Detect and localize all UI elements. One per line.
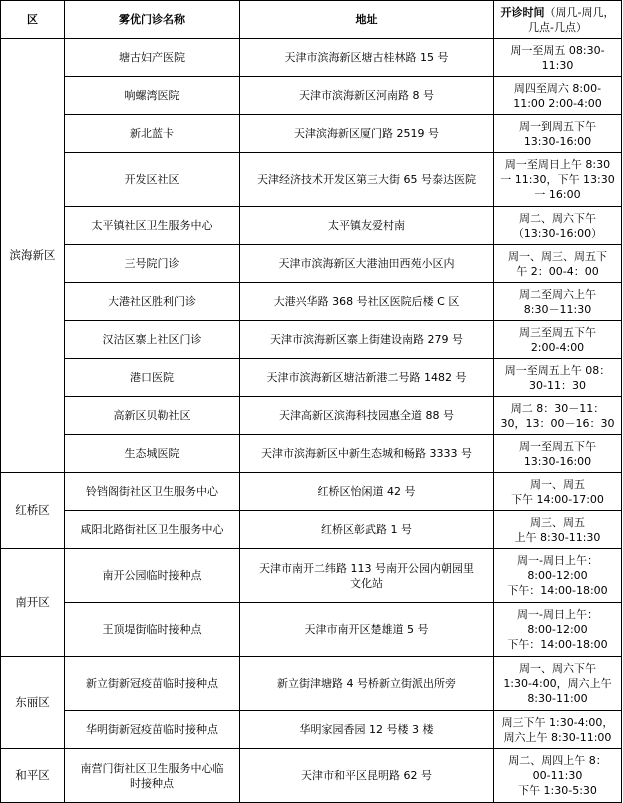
hours-cell: 周二、周四上午 8： 00-11:30 下午 1:30-5:30	[494, 749, 622, 803]
address-cell: 大港兴华路 368 号社区医院后楼 C 区	[240, 283, 494, 321]
hours-cell: 周二至周六上午 8:30－11:30	[494, 283, 622, 321]
table-row	[1, 603, 622, 657]
table-row	[1, 397, 622, 435]
address-cell: 红桥区怡闲道 42 号	[240, 473, 494, 511]
address-cell: 红桥区彰武路 1 号	[240, 511, 494, 549]
district-cell: 红桥区	[1, 473, 65, 549]
clinic-name-cell: 汉沽区寨上社区门诊	[65, 321, 240, 359]
table-row	[1, 549, 622, 603]
clinic-name-cell: 三号院门诊	[65, 245, 240, 283]
clinic-name-cell: 新北蓝卡	[65, 115, 240, 153]
address-cell: 天津市滨海新区大港油田西苑小区内	[240, 245, 494, 283]
address-cell: 天津高新区滨海科技园惠全道 88 号	[240, 397, 494, 435]
clinic-name-cell: 高新区贝勒社区	[65, 397, 240, 435]
table-row	[1, 711, 622, 749]
address-cell: 天津市和平区昆明路 62 号	[240, 749, 494, 803]
clinic-name-cell: 港口医院	[65, 359, 240, 397]
district-cell: 南开区	[1, 549, 65, 657]
table-row	[1, 207, 622, 245]
hours-cell: 周三至周五下午 2:00-4:00	[494, 321, 622, 359]
table-row	[1, 435, 622, 473]
table-row	[1, 359, 622, 397]
table-row	[1, 473, 622, 511]
address-cell: 新立街津塘路 4 号桥新立街派出所旁	[240, 657, 494, 711]
hours-cell: 周三下午 1:30-4:00， 周六上午 8:30-11:00	[494, 711, 622, 749]
table-row	[1, 115, 622, 153]
clinic-name-cell: 生态城医院	[65, 435, 240, 473]
table-row	[1, 657, 622, 711]
hours-cell: 周一至周五 08:30- 11:30	[494, 39, 622, 77]
address-cell: 华明家园香园 12 号楼 3 楼	[240, 711, 494, 749]
district-cell: 东丽区	[1, 657, 65, 749]
hours-cell: 周一、周五 下午 14:00-17:00	[494, 473, 622, 511]
clinic-name-cell: 响螺湾医院	[65, 77, 240, 115]
hours-cell: 周二、周六下午 （13:30-16:00）	[494, 207, 622, 245]
header-district: 区	[1, 1, 65, 39]
header-address: 地址	[240, 1, 494, 39]
district-cell: 滨海新区	[1, 39, 65, 473]
header-hours	[494, 1, 622, 39]
table-row	[1, 321, 622, 359]
address-cell: 天津经济技术开发区第三大街 65 号泰达医院	[240, 153, 494, 207]
address-cell: 天津市南开二纬路 113 号南开公园内朝园里 文化站	[240, 549, 494, 603]
address-cell: 天津市滨海新区塘古桂林路 15 号	[240, 39, 494, 77]
hours-cell: 周一、周三、周五下 午 2：00-4：00	[494, 245, 622, 283]
clinic-name-cell: 铃铛阁街社区卫生服务中心	[65, 473, 240, 511]
header-clinic-name: 雾优门诊名称	[65, 1, 240, 39]
clinic-name-cell: 南营门街社区卫生服务中心临 时接种点	[65, 749, 240, 803]
hours-cell: 周一至周五下午 13:30-16:00	[494, 435, 622, 473]
hours-cell: 周一至周五上午 08： 30-11：30	[494, 359, 622, 397]
table-row	[1, 77, 622, 115]
clinic-name-cell: 南开公园临时接种点	[65, 549, 240, 603]
header-row	[1, 1, 622, 39]
clinic-name-cell: 新立街新冠疫苗临时接种点	[65, 657, 240, 711]
address-cell: 天津市南开区楚雄道 5 号	[240, 603, 494, 657]
hours-cell: 周一-周日上午： 8:00-12:00 下午：14:00-18:00	[494, 603, 622, 657]
address-cell: 天津市滨海新区中新生态城和畅路 3333 号	[240, 435, 494, 473]
hours-cell: 周一到周五下午 13:30-16:00	[494, 115, 622, 153]
clinic-name-cell: 咸阳北路街社区卫生服务中心	[65, 511, 240, 549]
district-cell: 和平区	[1, 749, 65, 803]
address-cell: 天津市滨海新区寨上街建设南路 279 号	[240, 321, 494, 359]
table-row	[1, 153, 622, 207]
table-row	[1, 511, 622, 549]
address-cell: 天津市滨海新区塘沽新港二号路 1482 号	[240, 359, 494, 397]
clinic-name-cell: 华明街新冠疫苗临时接种点	[65, 711, 240, 749]
hours-cell: 周四至周六 8:00- 11:00 2:00-4:00	[494, 77, 622, 115]
clinic-name-cell: 开发区社区	[65, 153, 240, 207]
hours-cell: 周三、周五 上午 8:30-11:30	[494, 511, 622, 549]
address-cell: 天津滨海新区厦门路 2519 号	[240, 115, 494, 153]
table-row	[1, 283, 622, 321]
clinic-name-cell: 塘古妇产医院	[65, 39, 240, 77]
table-row	[1, 749, 622, 803]
address-cell: 天津市滨海新区河南路 8 号	[240, 77, 494, 115]
address-cell: 太平镇友爱村南	[240, 207, 494, 245]
header-hours-note: （周几-周几，几点-几点）	[528, 5, 615, 34]
table-row	[1, 245, 622, 283]
clinic-name-cell: 王顶堤街临时接种点	[65, 603, 240, 657]
hours-cell: 周二 8：30－11： 30，13：00－16：30	[494, 397, 622, 435]
clinic-name-cell: 大港社区胜利门诊	[65, 283, 240, 321]
header-hours-title: 开诊时间	[500, 5, 545, 19]
clinic-name-cell: 太平镇社区卫生服务中心	[65, 207, 240, 245]
hours-cell: 周一-周日上午： 8:00-12:00 下午：14:00-18:00	[494, 549, 622, 603]
table-row	[1, 39, 622, 77]
hours-cell: 周一至周日上午 8:30 一 11:30，下午 13:30 一 16:00	[494, 153, 622, 207]
hours-cell: 周一、周六下午 1:30-4:00，周六上午 8:30-11:00	[494, 657, 622, 711]
